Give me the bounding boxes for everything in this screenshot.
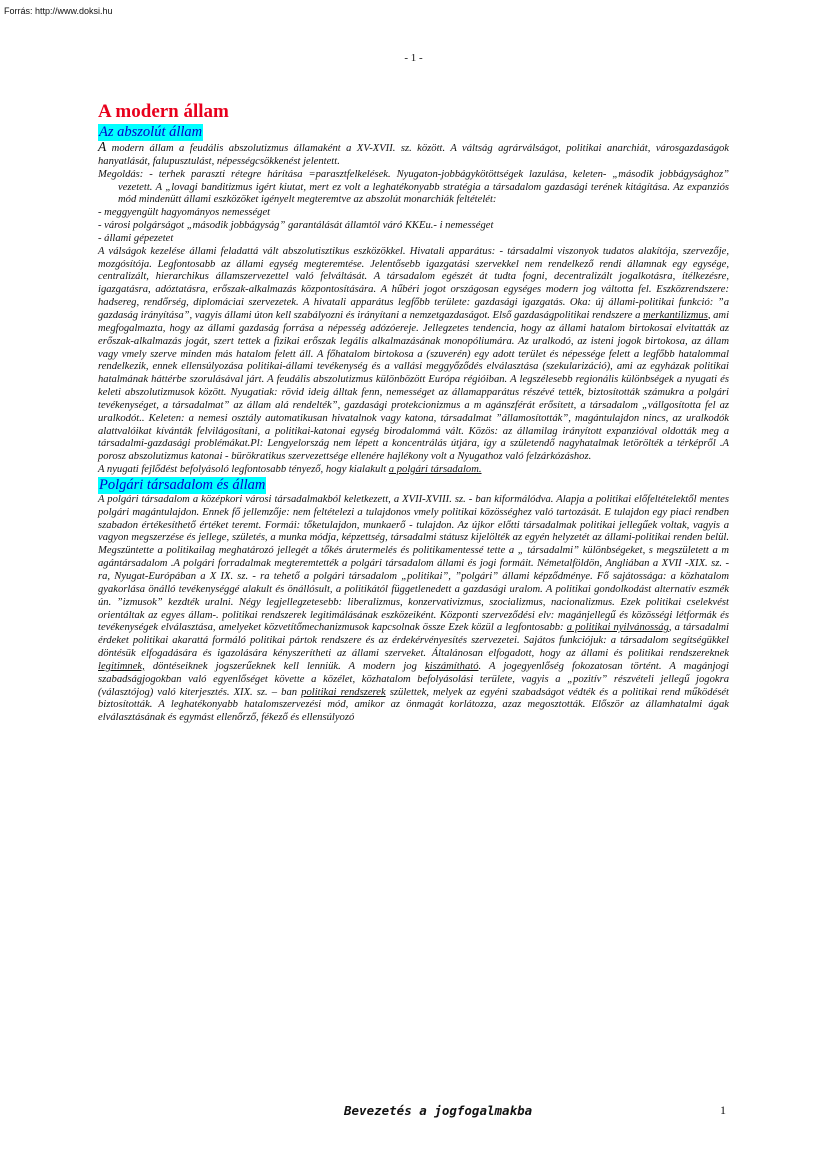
text-run: A nyugati fejlődést befolyásoló legfontosabb tényező, hogy kialakult [98, 464, 389, 476]
footer-title: Bevezetés a jogfogalmakba [344, 1103, 533, 1118]
political-systems-term: politikai rendszerek [301, 686, 386, 698]
text-run: . A jogegyenlőség fokozatosan történt. A magánjogi szabadságjogokban való egyenlőséget követte a közélet, közhatalom befolyásolási területe, vagyis a „pozitív” részvételi jellegű jogokra (választójog) való kiterjesztés. XIX. sz. – ban [98, 660, 729, 698]
paragraph-absolutism [98, 246, 729, 464]
paragraph-civil-society [98, 494, 729, 725]
text-run: döntéseiknek jogszerűeknek kell lenniük. A modern jog [144, 660, 425, 672]
civil-society-term: a polgári társadalom. [388, 464, 482, 476]
list-item: - városi polgárságot „második jobbágyság” garantálását államtól váró KKEu.- i nemességet [98, 220, 494, 232]
list-item: - állami gépezetet [98, 232, 174, 244]
paragraph-closing [98, 464, 729, 477]
page-title: A modern állam [98, 101, 229, 122]
paragraph-solution: Megoldás: - terhek paraszti rétegre hárítása =parasztfelkelések. Nyugaton-jobbágykötöttségek lazulása, keleten- „második jobbágysághoz” vezetett. A „lovagi banditizmus igért kiutat, mert ez volt a leghatékonyabb stratégia a társadalom gazdasági terének kitágítása. Az expanziós mód mindenütt állami eszközöket igényelt megteremtve az abszolút monarchiák feltételét: [98, 168, 729, 206]
page-number-top: - 1 - [404, 52, 423, 64]
document-body [98, 100, 729, 725]
text-run: , ami megfogalmazta, hogy az állami gazdaság forrása a népesség adózóereje. Jellegzetes tendencia, hogy az állami hatalom birtokosai elvitatták az erőszak-alkalmazás jogát, szert tettek a fizikai erőszak legális alkalmazásának monopóliumára. Az uralkodó, az isteni jogok birtokosa, az állam vagy vmely szerve minden más hatalom felett áll. A főhatalom birtokosa a (szuverén) egy adott terület és népessége felett a legfőbb hatalommal rendelkezik, ennek ellensúlyozása politikai-állami tevékenység és a vallási meggyőződés elválasztása (szekularizáció), ami az egyházak politikai hatalmának háttérbe szorulásával járt. A feudális abszolutizmus különbözött Európa régióiban. A legszélesebb regionális különbségek a nyugati és keleti abszolutizmusok között. Nyugatiak: rövid ideig álltak fenn, nemességet az államapparátus részévé tették, biztosították számukra a polgári tevékenységet, a társadalmat” az állam alá rendelték”, gazdasági protekcionizmus a m agánszférát erősített, a társadalom „vállgosította fel az uralkodót.. Keleten: a nemesi osztály automatikusan hivatalnok vagy katona, társadalmat ”államosították”, magántulajdon nincs, az uralkodók alattvalóikat kívánták felvilágosítani, a politikai-katonai egység birodalommá vált. Közös: az államilag irányított expanzióval oldották meg a társadalmi-gazdasági problémákat.Pl: Lengyelország nem lépett a koncentrálás útjára, így a születendő nagyhatalmak letörölték a térképről .A porosz abszolutizmus katonai - bürökratikus szervezettsége ellenére hajlékony volt a Nyugathoz való felzárkózáshoz. [98, 309, 730, 463]
section-heading-civil-society: Polgári társadalom és állam [99, 476, 266, 493]
list-item: - meggyengült hagyományos nemességet [98, 207, 271, 219]
text-run: A polgári társadalom a középkori városi társadalmakból keletkezett, a XVII-XVIII. sz. - ban kiformálódva. Alapja a politikai előfeltételektől mentes polgári magántulajdon. Ennek fő jellemzője: nem feltételezi a tulajdonos vmely politikai közösséghez való tartozását. E tulajdon egy piaci rendben szabadon értékesíthető értéket teremt. Formái: tőketulajdon, munkaerő - tulajdon. Az újkor előtti társadalmak politikai jellegűek voltak, vagyis a vagyon megszerzése és jellege, születés, a munka módja, képzettség, társadalmi státusz kijelölték az egyén helyzetét az állami-politikai renden belül. Megszüntette a politikailag meghatározó jellegét a tőkés árutermelés és politikamentessé tette a „ társadalmi” különbségeket, s megszületett a m agántársadalom .A polgári forradalmak megteremtették a polgári társadalom állami és jogi formáit. Németalföldön, Angliában a XVII -XIX. sz. - ra, Nyugat-Európában a X IX. sz. - ra tehető a polgári társadalom „politikai”, ”polgári” állami képződménye. Fő sajátossága: a közhatalom gyakorlása önálló tevékenységgé alakult és önállósult, a politikától függetlenedett a gazdasági uralom. A politikai gondolkodást alternatív eszmék ún. ”izmusok” kezdték uralni. Négy legjellegzetesebb: liberalizmus, konzervativizmus, szocializmus, nacionalizmus. Ezek politikai cselekvést orientáltak az egyes állam-. politikai rendszerek legitimálásának eszközeiként. Központi szerveződési elv: magánjellegű és közösségi létformák és tevékenységek elválasztása, amelyeket közvetítőmechanizmusok kapcsolnak össze Ezek közül a legfontosabb: [98, 493, 729, 634]
paragraph-intro [98, 141, 729, 169]
footer-page-number: 1 [720, 1103, 726, 1117]
intro-text: modern állam a feudális abszolutizmus államaként a XV-XVII. sz. között. A váltság agrárválságot, politikai anarchiát, városgazdaságok hanyatlását, falupusztulást, népességcsökkenést jelentett. [98, 143, 729, 167]
calculable-term: kiszámítható [424, 660, 479, 672]
text-run: , a társadalmi érdeket politikai akarattá formáló politikai pártok rendszere és az érdekérvényesítés szervezetei. Sajátos funkciójuk: a társadalom segítségükkel döntésük elfogadására és igazolására kényszerítheti az állami szerveket. Általánosan elfogadott, hogy az állami és politikai rendszereknek [98, 622, 730, 660]
text-run: A válságok kezelése állami feladattá vált abszolutisztikus eszközökkel. Hivatali apparátus: - társadalmi viszonyok tudatos alakítója, szervezője, mozgósítója. Legfontosabb az állami egység megteremtése. Jelentősebb igazgatási szervekkel nem rendelkező rendi államnak egy egysége, centralizált, hierarchikus államszervezettel való felváltását. A társadalom egészét át tudta fogni, decentralizált jogalkotásra, ítélkezésre, igazgatásra, adóztatásra, erőszak-alkalmazás központosítására. A hűbéri jogot országosan egységes modern jog váltotta fel. Eszközrendszere: hadsereg, rendőrség, diplomáciai szervezetek. A hivatali apparátus legfőbb területe: gazdasági igazgatás. Oka: új állami-politikai funkció: ”a gazdaság irányítása”, vagyis állami úton kell szabályozni és irányítani a nemzetgazdaságot. Első gazdaságpolitikai rendszere a [98, 245, 729, 321]
text-run: születtek, melyek az egyéni szabadságot védték és a politikai rend működését biztosították. A leghatékonyabb hatalomszervezési mód, amikor az önmagát korlátozza, azaz megosztották. Először az államhatalmi ágak elválasztásának és egymást ellenőrző, fékező és ellensúlyozó [98, 686, 729, 724]
intro-capital: A [98, 139, 107, 154]
public-sphere-term: a politikai nyilvánosság [566, 622, 669, 634]
source-url: Forrás: http://www.doksi.hu [4, 6, 113, 16]
legitimate-term: legitimnek, [98, 660, 145, 672]
mercantilism-term: merkantilizmus [643, 309, 708, 321]
section-heading-absolute-state: Az abszolút állam [99, 124, 203, 140]
